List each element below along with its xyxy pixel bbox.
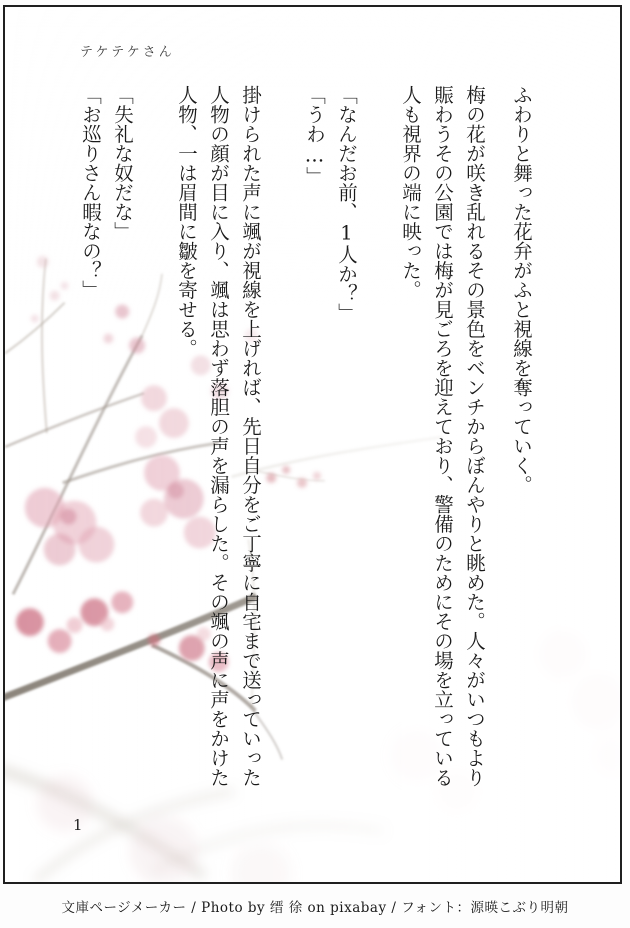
story-line: ふわりと舞った花弁がふと視線を奪っていく。 xyxy=(510,85,533,495)
author-label: テケテケさん xyxy=(80,45,175,60)
story-line: 「お巡りさん暇なの？」 xyxy=(79,85,102,300)
story-line-blank xyxy=(362,85,394,801)
story-line: 人物の顔が目に入り、颯は思わず落胆の声を漏らした。その颯の声に声をかけた xyxy=(207,85,230,787)
page-number: 1 xyxy=(73,816,83,834)
story-line: 掛けられた声に颯が視線を上げれば、先日自分をご丁寧に自宅まで送っていった xyxy=(239,85,262,787)
story-line: 人も視界の端に映った。 xyxy=(399,85,422,300)
story-line: 「うわ…」 xyxy=(303,85,326,186)
story-line-blank xyxy=(138,85,170,801)
story-line: 賑わうその公園では梅が見ごろを迎えており、警備のためにその場を立っている xyxy=(431,85,454,787)
story-line: 「失礼な奴だな」 xyxy=(111,85,134,241)
story-line: 梅の花が咲き乱れるその景色をベンチからぼんやりと眺めた。人々がいつもより xyxy=(463,85,486,787)
story-line: 「なんだお前、1人か？」 xyxy=(335,85,358,323)
story-line: 人物、一は眉間に皺を寄せる。 xyxy=(175,85,198,358)
story-line-blank xyxy=(266,85,298,801)
story-text xyxy=(74,85,537,801)
footer-credit: 文庫ページメーカー / Photo by 缙 徐 on pixabay / フォント：源暎こぶり明朝 xyxy=(61,900,569,916)
